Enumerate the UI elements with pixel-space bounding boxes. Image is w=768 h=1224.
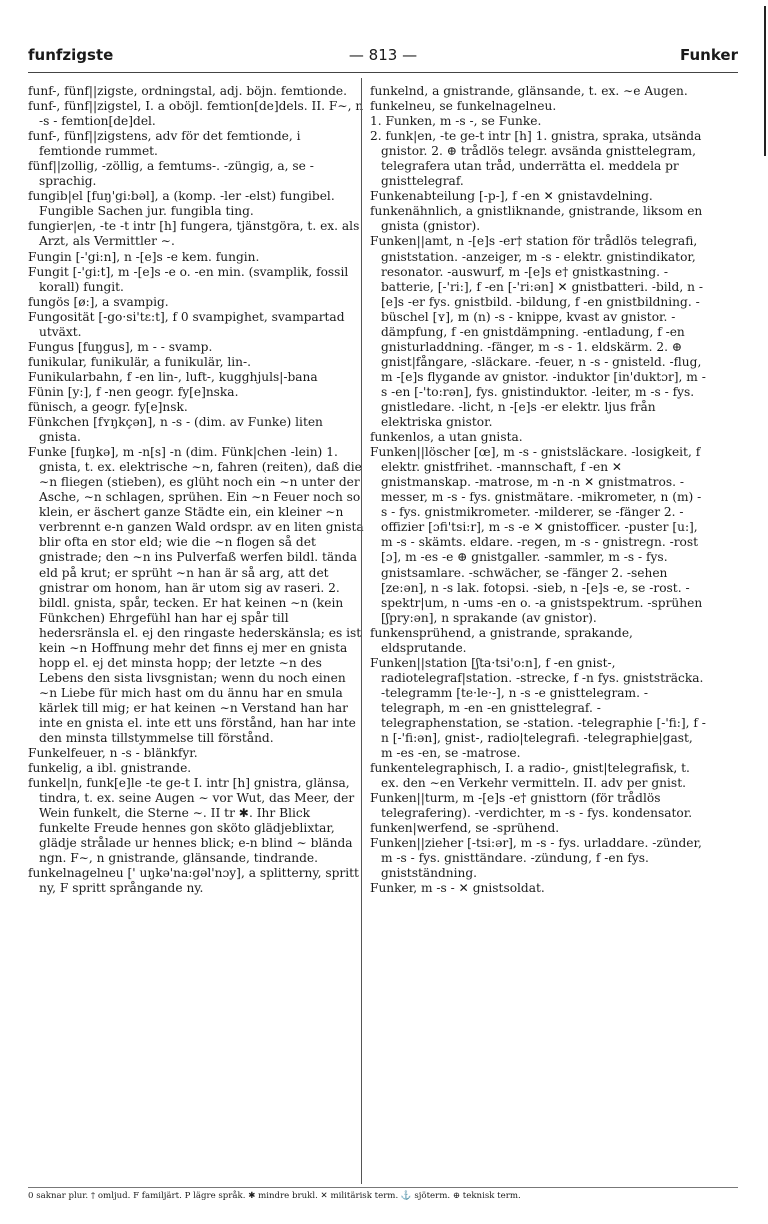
dictionary-entry: Funkelfeuer, n -s - blänkfyr.	[28, 746, 198, 761]
dictionary-entry: 2. funk|en, -te ge-t intr [h] 1. gnistra, spraka, utsända gnistor. 2. ⊕ trådlös telegr. avsända gnisttelegram, telegrafera utan tråd, underrätta el. meddela pr gnisttelegraf.	[370, 129, 702, 189]
dictionary-entry: funkelig, a ibl. gnistrande.	[28, 761, 192, 776]
dictionary-entry: Funken||zieher [-tsi:ər], m -s - fys. urladdare. -zünder, m -s - fys. gnisttändare. -zündung, f -en fys. gnistständning.	[370, 836, 702, 881]
dictionary-entry: fünf||zollig, -zöllig, a femtums-. -züngig, a, se -sprachig.	[28, 159, 314, 189]
dictionary-entry: fungös [ø:], a svampig.	[28, 294, 169, 309]
dictionary-entry: funkenähnlich, a gnistliknande, gnistrande, liksom en gnista (gnistor).	[370, 204, 703, 234]
dictionary-entry: funkelnd, a gnistrande, glänsande, t. ex. ∼e Augen.	[370, 84, 688, 98]
header-rule	[28, 72, 738, 73]
left-column	[28, 84, 364, 1182]
dictionary-entry: 1. Funken, m -s -, se Funke.	[370, 114, 542, 129]
dictionary-entry: Fungit [-'gi:t], m -[e]s -e o. -en min. (svamplik, fossil korall) fungit.	[28, 264, 349, 294]
dictionary-entry: Funken||turm, m -[e]s -e† gnisttorn (för trådlös telegrafering). -verdichter, m -s - fys. kondensator.	[370, 791, 693, 821]
header-left-word: funfzigste	[28, 46, 114, 64]
dictionary-entry: funkentelegraphisch, I. a radio-, gnist|telegrafisk, t. ex. den ∼en Verkehr vermitteln. II. adv per gnist.	[370, 761, 690, 791]
dictionary-entry: funf-, fünf||zigstens, adv för det femtionde, i femtionde rummet.	[28, 129, 301, 159]
dictionary-entry: Fünkchen [fʏŋkçən], n -s - (dim. av Funke) liten gnista.	[28, 415, 323, 445]
dictionary-entry: Fungin [-'gi:n], n -[e]s -e kem. fungin.	[28, 249, 260, 264]
dictionary-entry: Funken||amt, n -[e]s -er† station för trådlös telegrafi, gniststation. -anzeiger, m -s - elektr. gnistindikator, resonator. -auswurf, m -[e]s e† gnistkastning. -batterie, [-'ri:], f -en [-'ri:ən] ✕ gnistbatteri. -bild, n -[e]s -er fys. gnistbild. -bildung, f -en gnistbildning. -büschel [ʏ], m (n) -s - knippe, kvast av gnistor. -dämpfung, f -en gnistdämpning. -entladung, f -en gnisturladdning. -fänger, m -s - 1. eldskärm. 2. ⊕ gnist|fångare, -släckare. -feuer, n -s - gnisteld. -flug, m -[e]s flygande av gnistor. -induktor [in'duktɔr], m -s -en [-'to:rən], fys. gnistinduktor. -leiter, m -s - fys. gnistledare. -licht, n -[e]s -er elektr. ljus från elektriska gnistor.	[370, 234, 706, 430]
page-header	[28, 44, 738, 70]
dictionary-entry: Fünin [y:], f -nen geogr. fy[e]nska.	[28, 384, 239, 399]
dictionary-entry: Funken||löscher [œ], m -s - gnistsläckare. -losigkeit, f elektr. gnistfrihet. -mannschaft, f -en ✕ gnistmanskap. -matrose, m -n -n ✕ gnistmatros. -messer, m -s - fys. gnistmätare. -mikrometer, n (m) -s - fys. gnistmikrometer. -milderer, se -fänger 2. -offizier [ɔfi'tsi:r], m -s -e ✕ gnistofficer. -puster [u:], m -s - skämts. eldare. -regen, m -s - gnistregn. -rost [ɔ], m -es -e ⊕ gnistgaller. -sammler, m -s - fys. gnistsamlare. -schwächer, se -fänger 2. -sehen [ze:ən], n -s lak. fotopsi. -sieb, n -[e]s -e, se -rost. -spektr|um, n -ums -en o. -a gnistspektrum. -sprühen [ʃpry:ən], n sprakande (av gnistor).	[370, 445, 703, 625]
dictionary-entry: fungier|en, -te -t intr [h] fungera, tjänstgöra, t. ex. als Arzt, als Vermittler ∼.	[28, 219, 360, 249]
dictionary-entry: funkel|n, funk[e]le -te ge-t I. intr [h] gnistra, glänsa, tindra, t. ex. seine Augen ∼ vor Wut, das Meer, der Wein funkelt, die Sterne ∼. II tr ✱. Ihr Blick funkelte Freude hennes gon sköto glädjeblixtar, glädje strålade ur hennes blick; e-n blind ∼ blända ngn. F∼, n gnistrande, glänsande, tindrande.	[28, 776, 355, 866]
dictionary-entry: funkelnagelneu [' uŋkə'na:gəl'nɔy], a splitterny, spritt ny, F spritt språngande ny.	[28, 866, 359, 896]
dictionary-entry: funkensprühend, a gnistrande, sprakande, eldsprutande.	[370, 625, 633, 655]
dictionary-entry: funf-, fünf||zigstel, I. a oböjl. femtion[de]dels. II. F∼, n -s - femtion[de]del.	[28, 99, 364, 129]
dictionary-entry: funkelneu, se funkelnagelneu.	[370, 99, 557, 114]
dictionary-entry: Funikularbahn, f -en lin-, luft-, kugghjuls|-bana	[28, 369, 318, 384]
header-right-word: Funker	[679, 46, 738, 64]
dictionary-entry: funken|werfend, se -sprühend.	[370, 821, 560, 836]
right-column	[370, 84, 706, 1182]
dictionary-entry: funf-, fünf||zigste, ordningstal, adj. böjn. femtionde.	[28, 84, 348, 98]
dictionary-entry: Funken||station [ʃta·tsi'o:n], f -en gnist-, radiotelegraf|station. -strecke, f -n fys. gniststräcka. -telegramm [te·le·-], n -s -e gnisttelegram. -telegraph, m -en -en gnisttelegraf. -telegraphenstation, se -station. -telegraphie [-'fi:], f -n [-'fi:ən], gnist-, radio|telegrafi. -telegraphie|gast, m -es -en, se -matrose.	[370, 655, 706, 761]
abbreviation-footer: 0 saknar plur. † omljud. F familjärt. P lägre språk. ✱ mindre brukl. ✕ militärisk term. ⚓ sjöterm. ⊕ teknisk term.	[28, 1187, 738, 1207]
page-number: — 813 —	[348, 46, 418, 64]
dictionary-entry: Fungus [fuŋgus], m - - svamp.	[28, 339, 213, 354]
dictionary-entry: funikular, funikulär, a funikulär, lin-.	[28, 354, 251, 369]
column-divider	[361, 78, 362, 1184]
page-edge-mark	[764, 6, 766, 156]
dictionary-entry: fünisch, a geogr. fy[e]nsk.	[28, 399, 188, 414]
dictionary-entry: Funkenabteilung [-p-], f -en ✕ gnistavdelning.	[370, 189, 653, 204]
dictionary-entry: Funker, m -s - ✕ gnistsoldat.	[370, 881, 545, 896]
dictionary-entry: Funke [fuŋkə], m -n[s] -n (dim. Fünk|chen -lein) 1. gnista, t. ex. elektrische ∼n, fahren (reiten), daß die ∼n fliegen (stieben), es glüht noch ein ∼n unter der Asche, ∼n schlagen, sprühen. Ein ∼n Feuer noch so klein, er äschert ganze Städte ein, ein kleiner ∼n verbrennt e-n ganzen Wald ordspr. av en liten gnista blir ofta en stor eld; wie die ∼n flogen så det gnistrade; den ∼n ins Pulverfaß werfen bildl. tända eld på krut; er sprüht ∼n han är så arg, att det gnistrar om honom, han är utom sig av raseri. 2. bildl. gnista, spår, tecken. Er hat keinen ∼n (kein Fünkchen) Ehrgefühl han har ej spår till hedersränsla el. ej den ringaste hederskänsla; es ist kein ∼n Hoffnung mehr det finns ej mer en gnista hopp el. ej det minsta hopp; der letzte ∼n des Lebens den sista livsgnistan; wenn du noch einen ∼n Liebe für mich hast om du ännu har en smula kärlek till mig; er hat keinen ∼n Verstand han har inte en gnista el. inte ett uns förstånd, han har inte den minsta tillstymmelse till förstånd.	[28, 445, 364, 746]
dictionary-entry: funkenlos, a utan gnista.	[370, 430, 523, 445]
dictionary-entry: fungib|el [fuŋ'gi:bəl], a (komp. -ler -elst) fungibel. Fungible Sachen jur. fungibla ting.	[28, 189, 335, 219]
dictionary-entry: Fungosität [-go·si'tε:t], f 0 svampighet, svampartad utväxt.	[28, 309, 345, 339]
